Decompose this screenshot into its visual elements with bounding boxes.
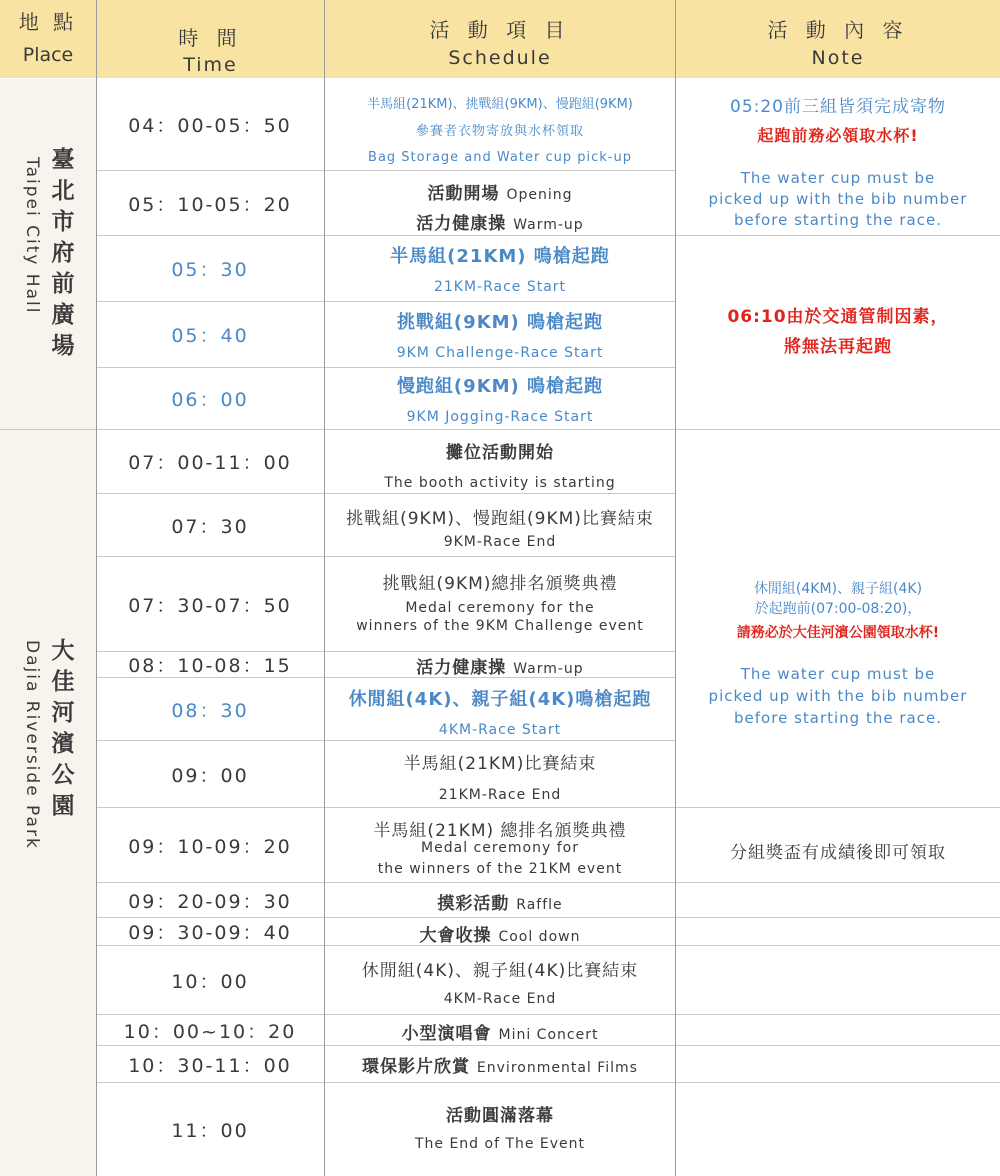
schedule-cell: 慢跑組(9KM) 鳴槍起跑 9KM Jogging-Race Start — [396, 376, 604, 425]
header-schedule — [325, 0, 675, 78]
schedule-cell: 大會收操 Cool down — [419, 926, 581, 946]
time-cell: 11：00 — [171, 1120, 249, 1142]
header-note — [676, 0, 1000, 78]
place-en: Dajia Riverside Park — [22, 640, 42, 850]
time-cell: 07：30 — [171, 515, 249, 538]
header-schedule-en: Schedule — [448, 47, 552, 69]
table-row — [97, 918, 1000, 946]
schedule-cell: 摸彩活動 Raffle — [437, 894, 563, 914]
schedule-cell: 攤位活動開始 The booth activity is starting — [384, 443, 616, 491]
header-note-zh: 活 動 內 容 — [767, 18, 909, 42]
time-cell: 05：30 — [171, 259, 249, 281]
place-taipei-city-hall — [0, 79, 96, 430]
header-schedule-zh: 活 動 項 目 — [429, 18, 571, 42]
header-time-zh: 時 間 — [178, 26, 243, 50]
schedule-cell: 半馬組(21KM)比賽結束 21KM-Race End — [403, 754, 597, 803]
time-cell: 08：10-08：15 — [128, 655, 292, 677]
header-time-en: Time — [183, 54, 238, 76]
time-cell: 10：00~10：20 — [123, 1020, 297, 1043]
time-cell: 09：10-09：20 — [128, 835, 292, 858]
note-cell-dajia: 休閒組(4KM)、親子組(4K) 於起跑前(07:00-08:20)， 請務必於大佳河濱公園領取水杯! The water cup must be picked up with the bib number before starting the race. — [676, 430, 1000, 808]
schedule-cell: 小型演唱會 Mini Concert — [401, 1024, 599, 1044]
time-cell: 07：30-07：50 — [128, 594, 292, 617]
header-note-en: Note — [811, 47, 865, 69]
note-cell-traffic: 06:10由於交通管制因素， 將無法再起跑 — [676, 236, 1000, 430]
place-en: Taipei City Hall — [22, 157, 42, 315]
schedule-cell: 半馬組(21KM)、挑戰組(9KM)、慢跑組(9KM) 參賽者衣物寄放與水杯領取 Bag Storage and Water cup pick-up — [367, 97, 633, 165]
time-cell: 05：10-05：20 — [128, 193, 292, 216]
schedule-cell: 半馬組(21KM) 總排名頒獎典禮 Medal ceremony for the winners of the 21KM event — [373, 821, 627, 877]
header-place-zh: 地 點 — [18, 10, 78, 34]
header-time — [97, 0, 324, 78]
place-zh: 大 佳 河 濱 公 園 — [51, 638, 75, 819]
note-cell-bag-storage: 05:20前三組皆須完成寄物 起跑前務必領取水杯! The water cup must be picked up with the bib number before starting the race. — [676, 79, 1000, 236]
schedule-cell: 休閒組(4K)、親子組(4K)比賽結束 4KM-Race End — [361, 961, 639, 1007]
note-cell-trophy: 分組獎盃有成績後即可領取 — [730, 843, 946, 863]
table-row — [97, 1015, 1000, 1046]
column-divider — [324, 0, 325, 1176]
header-place-en: Place — [22, 44, 74, 66]
time-cell: 09：00 — [171, 764, 249, 787]
table-row — [97, 1083, 1000, 1176]
header-place — [0, 0, 96, 78]
place-dajia-riverside-park — [0, 430, 96, 1176]
time-cell: 04：00-05：50 — [128, 115, 292, 137]
time-cell: 10：30-11：00 — [128, 1054, 292, 1077]
place-zh: 臺 北 市 府 前 廣 場 — [51, 147, 75, 359]
schedule-cell: 挑戰組(9KM)總排名頒獎典禮 Medal ceremony for the winners of the 9KM Challenge event — [356, 574, 644, 634]
time-cell: 09：30-09：40 — [128, 922, 292, 944]
time-cell: 09：20-09：30 — [128, 890, 292, 913]
column-divider — [675, 0, 676, 1176]
schedule-cell: 活力健康操 Warm-up — [416, 658, 584, 678]
table-row — [97, 883, 1000, 918]
time-cell: 08：30 — [171, 699, 249, 722]
schedule-cell: 挑戰組(9KM) 鳴槍起跑 9KM Challenge-Race Start — [396, 312, 604, 361]
time-cell: 10：00 — [171, 970, 249, 993]
schedule-cell: 活動圓滿落幕 The End of The Event — [414, 1106, 586, 1152]
schedule-cell: 環保影片欣賞 Environmental Films — [362, 1057, 638, 1077]
column-divider — [96, 0, 97, 1176]
table-row — [97, 946, 1000, 1015]
time-cell: 07：00-11：00 — [128, 452, 292, 474]
schedule-cell: 挑戰組(9KM)、慢跑組(9KM)比賽結束 9KM-Race End — [346, 509, 654, 550]
schedule-cell: 休閒組(4K)、親子組(4K)鳴槍起跑 4KM-Race Start — [348, 689, 652, 738]
time-cell: 05：40 — [171, 325, 249, 347]
schedule-cell: 半馬組(21KM) 鳴槍起跑 21KM-Race Start — [390, 246, 610, 295]
table-row — [97, 1046, 1000, 1083]
time-cell: 06：00 — [171, 389, 249, 411]
schedule-cell: 活動開場 Opening 活力健康操 Warm-up — [416, 184, 584, 234]
